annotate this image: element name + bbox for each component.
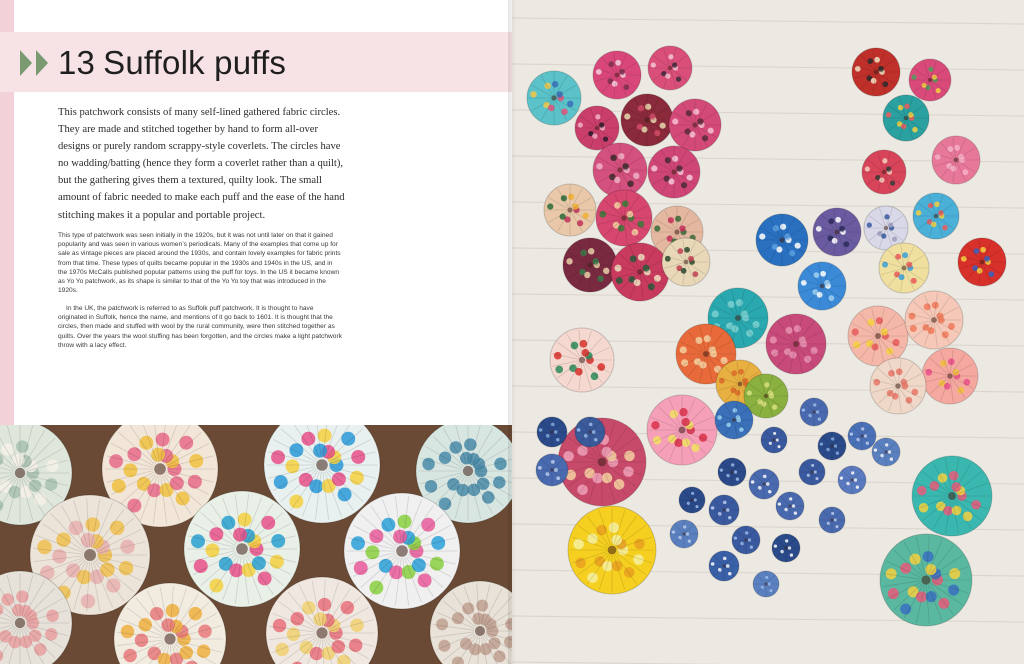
fabric-puff	[596, 190, 652, 246]
fabric-puff	[761, 427, 787, 453]
fabric-puff	[753, 571, 779, 597]
fabric-puff	[958, 238, 1006, 286]
fabric-puff	[718, 458, 746, 486]
fabric-puff	[527, 71, 581, 125]
fabric-puff	[611, 243, 669, 301]
page-gutter	[508, 0, 516, 664]
fabric-puff	[544, 184, 596, 236]
fabric-puff	[798, 262, 846, 310]
chapter-title	[58, 44, 286, 82]
fabric-puff	[593, 143, 647, 197]
fabric-puff	[709, 551, 739, 581]
fabric-puff	[536, 454, 568, 486]
fabric-puff	[749, 469, 779, 499]
fabric-puff	[913, 193, 959, 239]
fabric-puff	[905, 291, 963, 349]
fabric-puff	[799, 459, 825, 485]
fabric-puff	[184, 491, 300, 607]
fabric-puff	[800, 398, 828, 426]
double-chevron-icon	[20, 48, 54, 78]
fabric-puff	[537, 417, 567, 447]
closeup-photo	[0, 425, 512, 664]
fabric-puff	[563, 238, 617, 292]
fabric-puff	[709, 495, 739, 525]
fabric-puff	[838, 466, 866, 494]
fabric-puff	[883, 95, 929, 141]
fabric-puff	[813, 208, 861, 256]
fabric-puff	[922, 348, 978, 404]
fabric-puff	[909, 59, 951, 101]
fabric-puff	[679, 487, 705, 513]
fabric-puff	[568, 506, 656, 594]
fabric-puff	[715, 401, 753, 439]
fabric-puff	[575, 417, 605, 447]
fabric-puff	[766, 314, 826, 374]
fabric-puff	[732, 526, 760, 554]
fabric-puff	[648, 146, 700, 198]
fabric-puff	[848, 422, 876, 450]
chapter-number: 13	[58, 44, 96, 81]
fabric-puff	[848, 306, 908, 366]
fabric-puff	[648, 46, 692, 90]
fabric-puff	[662, 238, 710, 286]
fabric-puff	[647, 395, 717, 465]
fabric-puff	[862, 150, 906, 194]
fabric-puff	[819, 507, 845, 533]
fabric-puff	[776, 492, 804, 520]
fabric-puff	[912, 456, 992, 536]
fabric-puff	[872, 438, 900, 466]
fabric-puff	[880, 534, 972, 626]
chapter-title-text: Suffolk puffs	[103, 44, 287, 81]
fabric-puff	[344, 493, 460, 609]
fabric-puff	[593, 51, 641, 99]
fabric-puff	[756, 214, 808, 266]
fabric-puff	[670, 520, 698, 548]
body-paragraph-1: This type of patchwork was seen initially in the 1920s, but it was not until later on that it gained popularity and was seen in various women’s periodicals. Many of the examples that come up for sale as vintage pieces are placed around the 1930s, and contain lovely examples for fabric prints from that time. These types of quilts became popular in the 1930s and 1940s in the US, and in the 1970s McCalls published popular patterns using the puff for toys. In the US it became known as Yo Yo patchwork, as its shape is similar to that of the Yo Yo toy that was introduced in the 1920s.	[58, 232, 341, 295]
intro-paragraph: This patchwork consists of many self-lined gathered fabric circles. They are made and stitched together by hand to form all-over designs or purely random scrappy-style coverlets. The circles have no wadding/batting (hence they form a coverlet rather than a quilt), but the gathering gives them a textured, quilty look. The small amount of fabric needed to make each puff and the ease of the hand stitching makes it a popular and portable project.	[58, 107, 345, 221]
fabric-puff	[818, 432, 846, 460]
fabric-puff	[575, 106, 619, 150]
fabric-puff	[550, 328, 614, 392]
body-paragraph-2: In the UK, the patchwork is referred to as Suffolk puff patchwork. It is thought to have originated in Suffolk, hence the name, and mentions of it go back to 1601. It is thought that the circles, then made and stuffed with wool by the rural community, were then stitched together as quilts. Over the years the wool stuffing has been forgotten, and the circles make a light patchwork throw with a lacy effect.	[58, 305, 342, 349]
fabric-puff	[852, 48, 900, 96]
fabric-puff	[669, 99, 721, 151]
fabric-puff	[932, 136, 980, 184]
fabric-puff	[772, 534, 800, 562]
fabric-puff	[879, 243, 929, 293]
fabric-puff	[870, 358, 926, 414]
right-page-photo	[512, 0, 1024, 664]
fabric-puff	[621, 94, 673, 146]
